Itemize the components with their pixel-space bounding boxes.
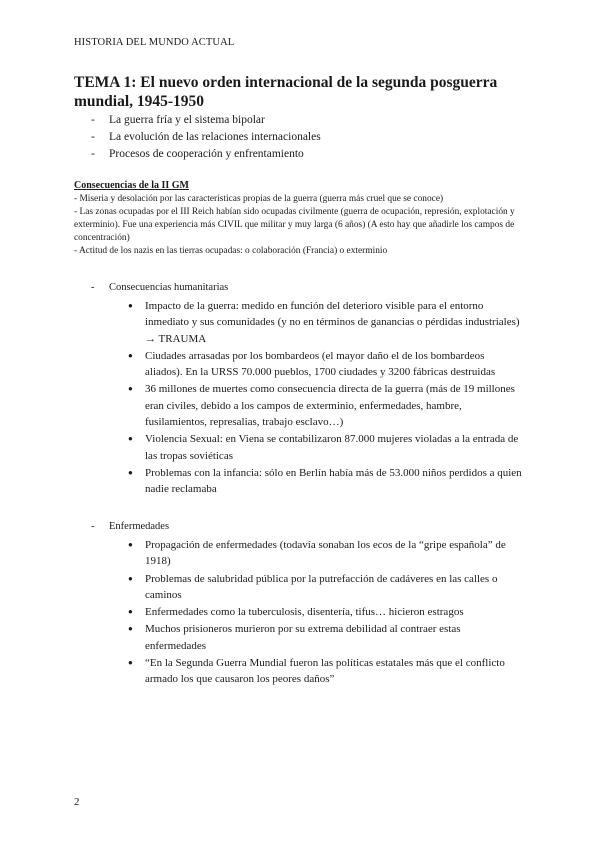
topic-item: - La evolución de las relaciones internacionales xyxy=(91,129,321,146)
running-header: HISTORIA DEL MUNDO ACTUAL xyxy=(74,37,235,48)
section-heading: Consecuencias de la II GM xyxy=(74,180,189,191)
consequence-item: - Actitud de los nazis en las tierras ocupadas: o colaboración (Francia) o exterminio xyxy=(74,246,388,256)
humanitarian-item: ● Ciudades arrasadas por los bombardeos (el mayor daño el de los bombardeos aliados). En la URSS 70.000 pueblos, 1700 ciudades y 3200 fábricas destruidas xyxy=(91,348,523,381)
diseases-list xyxy=(91,537,551,688)
chapter-title: TEMA 1: El nuevo orden internacional de la segunda posguerra mundial, 1945-1950 xyxy=(74,74,498,110)
page-number: 2 xyxy=(74,796,80,808)
topic-item: - La guerra fría y el sistema bipolar xyxy=(91,112,321,129)
disease-item: ● Muchos prisioneros murieron por su extrema debilidad al contraer estas enfermedades xyxy=(91,621,523,654)
humanitarian-list xyxy=(91,298,551,498)
humanitarian-section xyxy=(91,281,551,499)
disease-item: ● Propagación de enfermedades (todavía sonaban los ecos de la “gripe española” de 1918) xyxy=(91,537,523,570)
humanitarian-item: ● Violencia Sexual: en Viena se contabilizaron 87.000 mujeres violadas a la entrada de las tropas soviéticas xyxy=(91,431,523,464)
consequence-item: - Las zonas ocupadas por el III Reich habían sido ocupadas civilmente (guerra de ocupación, represión, explotación y exterminio). Fue una experiencia más CIVIL que militar y muy larga (6 años) (A esto hay que añadirle los campos de concentración) xyxy=(74,207,515,243)
humanitarian-item: ● 36 millones de muertes como consecuencia directa de la guerra (más de 19 millones eran civiles, debido a los campos de exterminio, enfermedades, hambre, fusilamientos, represalias, trabajo esclavo…) xyxy=(91,381,523,430)
humanitarian-item: ● Problemas con la infancia: sólo en Berlín había más de 53.000 niños perdidos a quien nadie reclamaba xyxy=(91,465,523,498)
topic-item: - Procesos de cooperación y enfrentamiento xyxy=(91,146,321,163)
diseases-title: - Enfermedades xyxy=(91,520,551,534)
disease-item: ● Problemas de salubridad pública por la putrefacción de cadáveres en las calles o caminos xyxy=(91,571,523,604)
humanitarian-item: ● Impacto de la guerra: medido en función del deterioro visible para el entorno inmediato y sus comunidades (y no en términos de ganancias o pérdidas industriales) → TRAUMA xyxy=(91,298,523,347)
consequence-item: - Miseria y desolación por las características propias de la guerra (guerra más cruel que se conoce) xyxy=(74,194,444,204)
consequences-list xyxy=(74,193,544,258)
humanitarian-title: - Consecuencias humanitarias xyxy=(91,281,551,295)
diseases-section xyxy=(91,520,551,689)
disease-item: ● “En la Segunda Guerra Mundial fueron las políticas estatales más que el conflicto armado los que causaron los peores daños” xyxy=(91,655,523,688)
disease-item: ● Enfermedades como la tuberculosis, disentería, tifus… hicieron estragos xyxy=(91,604,523,620)
topic-list xyxy=(91,112,321,163)
